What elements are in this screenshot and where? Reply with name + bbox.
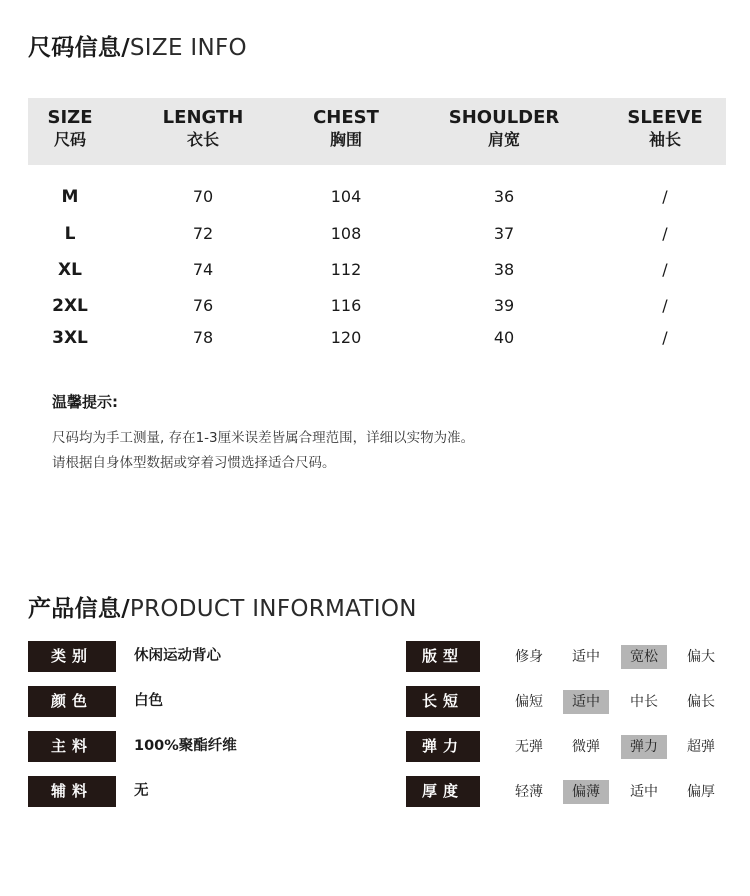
- cell-length: 74: [192, 260, 214, 279]
- cell-length: 76: [192, 296, 214, 315]
- size-row-2xl: [0, 293, 750, 319]
- cell-sleeve: /: [662, 260, 668, 279]
- cell-sleeve: /: [662, 296, 668, 315]
- option-fit-3-selected: 宽松: [621, 645, 667, 669]
- option-elasticity-1: 无弹: [515, 739, 543, 755]
- header-size: [47, 106, 92, 151]
- size-info-title-zh: 尺码信息/: [28, 35, 130, 61]
- cell-size: L: [64, 224, 76, 244]
- header-length-zh: 衣长: [186, 130, 220, 149]
- option-elasticity-3-selected: 弹力: [621, 735, 667, 759]
- product-info-title-en: PRODUCT INFORMATION: [129, 596, 417, 622]
- option-thickness-3: 适中: [630, 784, 658, 800]
- value-accessory-material: 无: [134, 783, 149, 799]
- cell-size: 3XL: [52, 328, 88, 348]
- cell-chest: 116: [330, 296, 362, 315]
- header-length-en: LENGTH: [162, 107, 244, 128]
- size-row-m: [0, 184, 750, 210]
- option-fit-4: 偏大: [687, 649, 715, 665]
- cell-size: M: [61, 187, 79, 207]
- cell-chest: 104: [330, 187, 362, 206]
- header-shoulder-en: SHOULDER: [448, 107, 560, 128]
- cell-size: 2XL: [52, 296, 88, 316]
- option-length-2-selected: 适中: [563, 690, 609, 714]
- option-length-4: 偏长: [687, 694, 715, 710]
- label-fit: 版型: [406, 641, 480, 672]
- header-chest-en: CHEST: [313, 107, 379, 128]
- cell-length: 72: [192, 224, 214, 243]
- product-info-title-zh: 产品信息/: [28, 596, 130, 622]
- option-fit-2: 适中: [572, 649, 600, 665]
- label-thickness: 厚度: [406, 776, 480, 807]
- cell-length: 78: [192, 328, 214, 347]
- size-info-title: [28, 29, 247, 62]
- label-main-material: 主料: [28, 731, 116, 762]
- option-thickness-2-selected: 偏薄: [563, 780, 609, 804]
- size-row-l: [0, 221, 750, 247]
- header-length: [163, 106, 244, 151]
- cell-chest: 112: [330, 260, 362, 279]
- option-elasticity-4: 超弹: [687, 739, 715, 755]
- cell-shoulder: 36: [493, 187, 515, 206]
- header-shoulder-zh: 肩宽: [487, 130, 521, 149]
- cell-sleeve: /: [662, 328, 668, 347]
- option-length-3: 中长: [630, 694, 658, 710]
- cell-shoulder: 37: [493, 224, 515, 243]
- option-fit-1: 修身: [515, 649, 543, 665]
- size-row-xl: [0, 257, 750, 283]
- header-sleeve: [627, 106, 702, 151]
- label-elasticity: 弹力: [406, 731, 480, 762]
- size-row-3xl: [0, 325, 750, 351]
- cell-length: 70: [192, 187, 214, 206]
- tips-line-1: 尺码均为手工测量, 存在1-3厘米误差皆属合理范围，详细以实物为准。: [52, 430, 475, 446]
- label-accessory-material: 辅料: [28, 776, 116, 807]
- option-thickness-1: 轻薄: [515, 784, 543, 800]
- product-info-title: [28, 590, 417, 623]
- label-category: 类别: [28, 641, 116, 672]
- value-category: 休闲运动背心: [134, 648, 221, 664]
- value-main-material: 100%聚酯纤维: [134, 738, 237, 754]
- cell-size: XL: [58, 260, 82, 280]
- label-color: 颜色: [28, 686, 116, 717]
- cell-shoulder: 40: [493, 328, 515, 347]
- tips-line-2: 请根据自身体型数据或穿着习惯选择适合尺码。: [52, 455, 336, 471]
- header-size-zh: 尺码: [53, 130, 87, 149]
- option-elasticity-2: 微弹: [572, 739, 600, 755]
- size-info-title-en: SIZE INFO: [129, 35, 247, 61]
- header-chest: [313, 106, 379, 151]
- header-sleeve-zh: 袖长: [648, 130, 682, 149]
- cell-sleeve: /: [662, 224, 668, 243]
- value-color: 白色: [134, 693, 163, 709]
- size-table-header: [28, 98, 726, 165]
- cell-shoulder: 39: [493, 296, 515, 315]
- cell-chest: 108: [330, 224, 362, 243]
- header-shoulder: [449, 106, 560, 151]
- cell-chest: 120: [330, 328, 362, 347]
- header-size-en: SIZE: [47, 107, 93, 128]
- label-length: 长短: [406, 686, 480, 717]
- option-thickness-4: 偏厚: [687, 784, 715, 800]
- header-sleeve-en: SLEEVE: [627, 107, 703, 128]
- cell-shoulder: 38: [493, 260, 515, 279]
- cell-sleeve: /: [662, 187, 668, 206]
- header-chest-zh: 胸围: [329, 130, 362, 149]
- tips-title: 温馨提示:: [52, 393, 118, 411]
- option-length-1: 偏短: [515, 694, 543, 710]
